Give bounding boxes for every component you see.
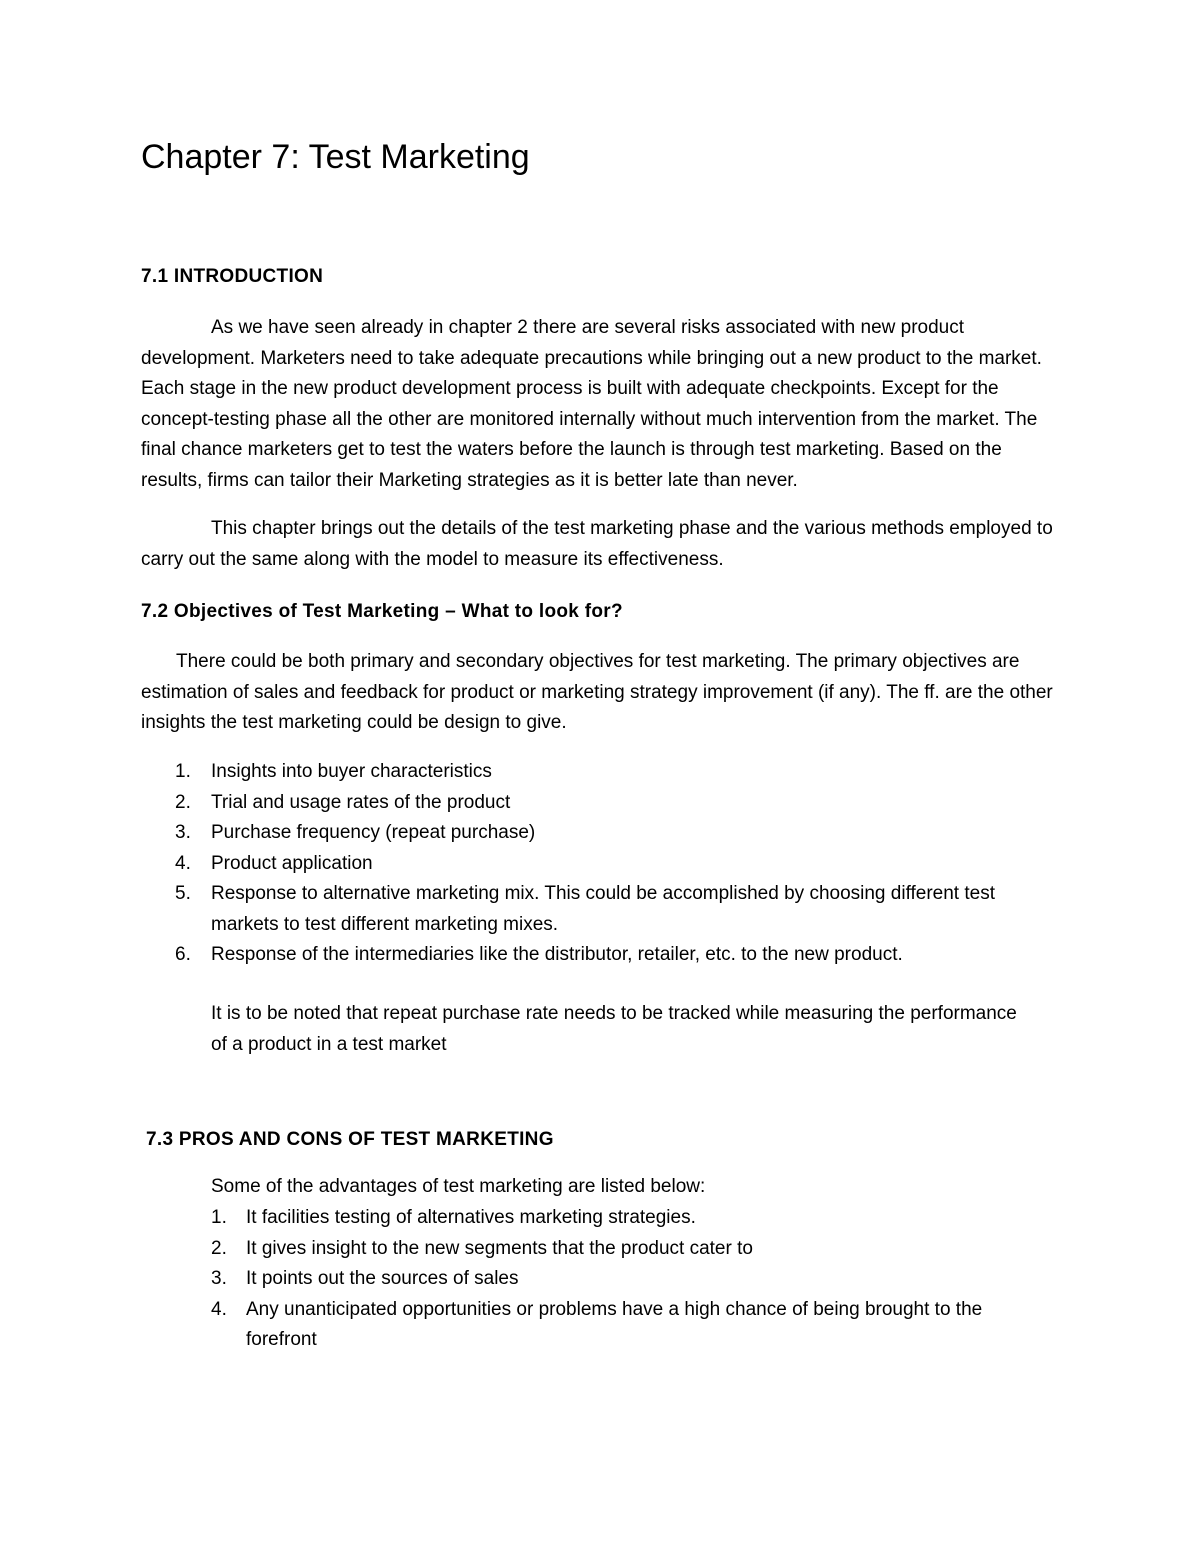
list-item: [175, 757, 1045, 788]
page-title: Chapter 7: Test Marketing: [141, 138, 530, 176]
list-item: [175, 818, 1045, 849]
list-item: [175, 940, 1045, 971]
list-item-number: 1.: [211, 1207, 227, 1228]
intro-paragraph-1: As we have seen already in chapter 2 there are several risks associated with new product development. Marketers need to take adequate precautions while bringing out a new product to the market. Each stage in the new product development process is built with adequate checkpoints. Except for the concept-testing phase all the other are monitored internally without much intervention from the market. The final chance marketers get to test the waters before the launch is through test marketing. Based on the results, firms can tailor their Marketing strategies as it is better late than never.: [141, 317, 1042, 491]
list-item: [175, 879, 1045, 940]
list-item-number: 3.: [211, 1268, 227, 1289]
list-item: [211, 1234, 1041, 1265]
intro-paragraph-2: This chapter brings out the details of the test marketing phase and the various methods employed to carry out the same along with the model to measure its effectiveness.: [141, 518, 1053, 570]
objectives-list: [175, 757, 1045, 971]
list-item-text: Trial and usage rates of the product: [211, 791, 511, 813]
list-item: [211, 1203, 1041, 1234]
list-item: [175, 849, 1045, 880]
list-item-text: Insights into buyer characteristics: [211, 761, 492, 782]
list-item-text: It gives insight to the new segments that the product cater to: [246, 1237, 753, 1259]
list-item-number: 4.: [175, 852, 191, 874]
list-item-text: Any unanticipated opportunities or problems have a high chance of being brought to the forefront: [246, 1298, 983, 1350]
list-item-text: Response to alternative marketing mix. This could be accomplished by choosing different test markets to test different marketing mixes.: [211, 883, 995, 935]
list-item-number: 1.: [175, 761, 191, 782]
list-item: [175, 788, 1045, 819]
list-item-number: 6.: [175, 944, 191, 965]
list-item-number: 4.: [211, 1298, 227, 1320]
list-item-number: 2.: [211, 1237, 227, 1259]
list-item: [211, 1295, 1041, 1356]
list-item-number: 5.: [175, 883, 191, 904]
list-item-text: It facilities testing of alternatives marketing strategies.: [246, 1207, 696, 1228]
list-item-number: 3.: [175, 822, 191, 843]
section-heading-introduction: 7.1 INTRODUCTION: [141, 266, 324, 287]
section-heading-objectives: 7.2 Objectives of Test Marketing – What to look for?: [141, 601, 623, 622]
list-item-text: Response of the intermediaries like the distributor, retailer, etc. to the new product.: [211, 944, 903, 965]
objectives-paragraph: There could be both primary and secondary objectives for test marketing. The primary objectives are estimation of sales and feedback for product or marketing strategy improvement (if any). The ff. are the other insights the test marketing could be design to give.: [141, 651, 1053, 733]
list-item-number: 2.: [175, 791, 191, 813]
repeat-purchase-note: It is to be noted that repeat purchase rate needs to be tracked while measuring the performance of a product in a test market: [211, 1003, 1017, 1055]
list-item-text: Purchase frequency (repeat purchase): [211, 822, 536, 843]
advantages-list: [211, 1203, 1041, 1356]
list-item-text: It points out the sources of sales: [246, 1268, 519, 1289]
advantages-intro: Some of the advantages of test marketing are listed below:: [211, 1176, 706, 1197]
list-item: [211, 1264, 1041, 1295]
section-heading-pros-cons: 7.3 PROS AND CONS OF TEST MARKETING: [146, 1129, 554, 1150]
list-item-text: Product application: [211, 852, 373, 874]
